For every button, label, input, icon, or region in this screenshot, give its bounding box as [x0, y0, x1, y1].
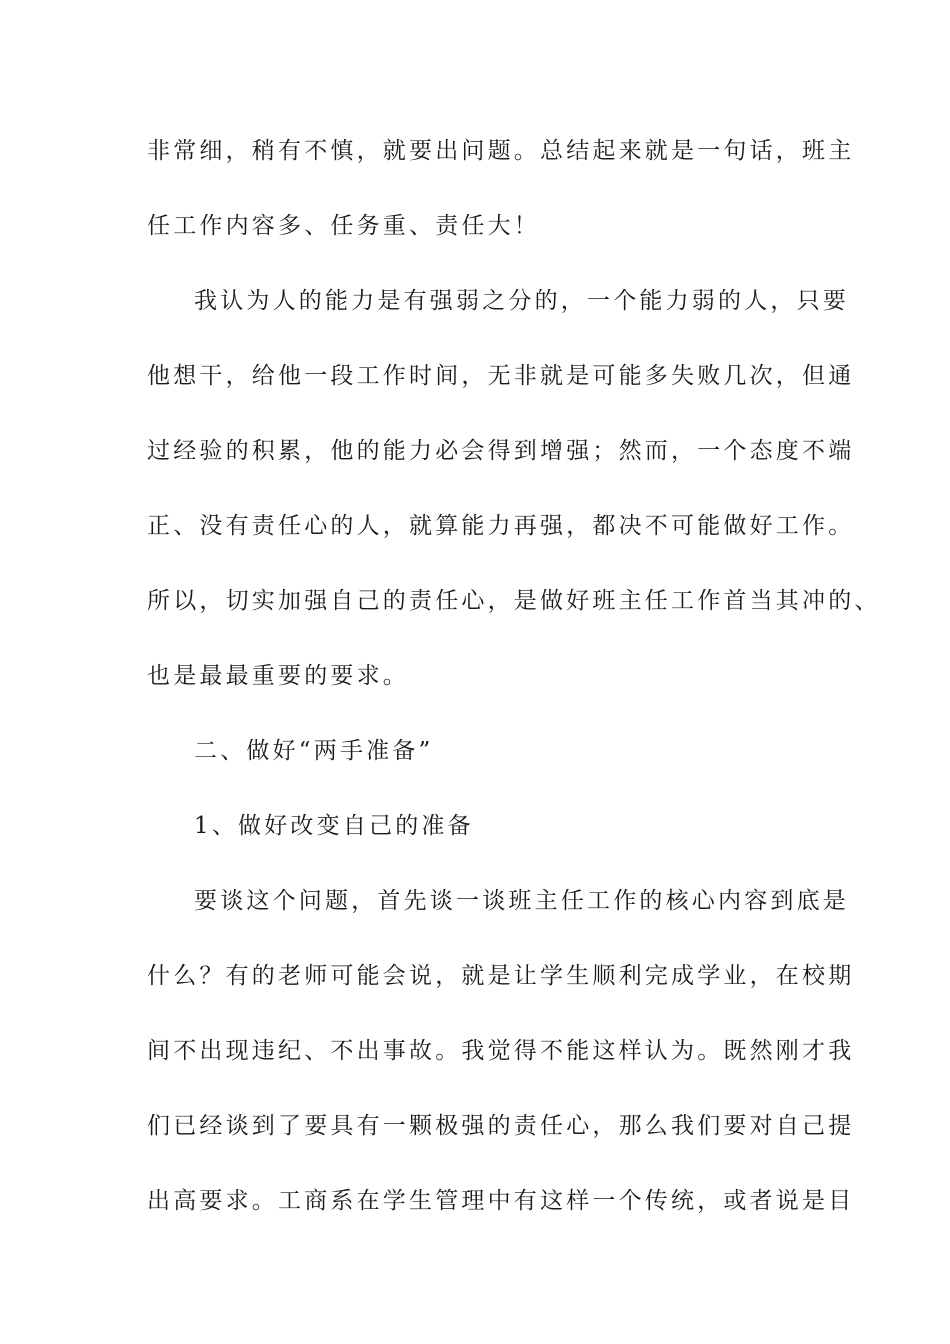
text-line: 他想干，给他一段工作时间，无非就是可能多失败几次，但通	[147, 363, 855, 389]
subsection-heading: 1、做好改变自己的准备	[194, 813, 474, 839]
text-line: 正、没有责任心的人，就算能力再强，都决不可能做好工作。	[147, 513, 855, 539]
text-line: 任工作内容多、任务重、责任大！	[147, 213, 540, 239]
text-line: 们已经谈到了要具有一颗极强的责任心，那么我们要对自己提	[147, 1113, 855, 1139]
text-line: 所以，切实加强自己的责任心，是做好班主任工作首当其冲的、	[147, 588, 881, 614]
text-line: 也是最最重要的要求。	[147, 663, 409, 689]
paragraph-first-line: 要谈这个问题，首先谈一谈班主任工作的核心内容到底是	[194, 888, 849, 914]
text-line: 非常细，稍有不慎，就要出问题。总结起来就是一句话，班主	[147, 138, 855, 164]
text-line: 出高要求。工商系在学生管理中有这样一个传统，或者说是目	[147, 1188, 855, 1214]
paragraph-first-line: 我认为人的能力是有强弱之分的，一个能力弱的人，只要	[194, 288, 849, 314]
text-line: 什么？有的老师可能会说，就是让学生顺利完成学业，在校期	[147, 963, 855, 989]
text-line: 间不出现违纪、不出事故。我觉得不能这样认为。既然刚才我	[147, 1038, 855, 1064]
text-line: 过经验的积累，他的能力必会得到增强；然而，一个态度不端	[147, 438, 855, 464]
section-heading: 二、做好“两手准备”	[194, 738, 434, 764]
